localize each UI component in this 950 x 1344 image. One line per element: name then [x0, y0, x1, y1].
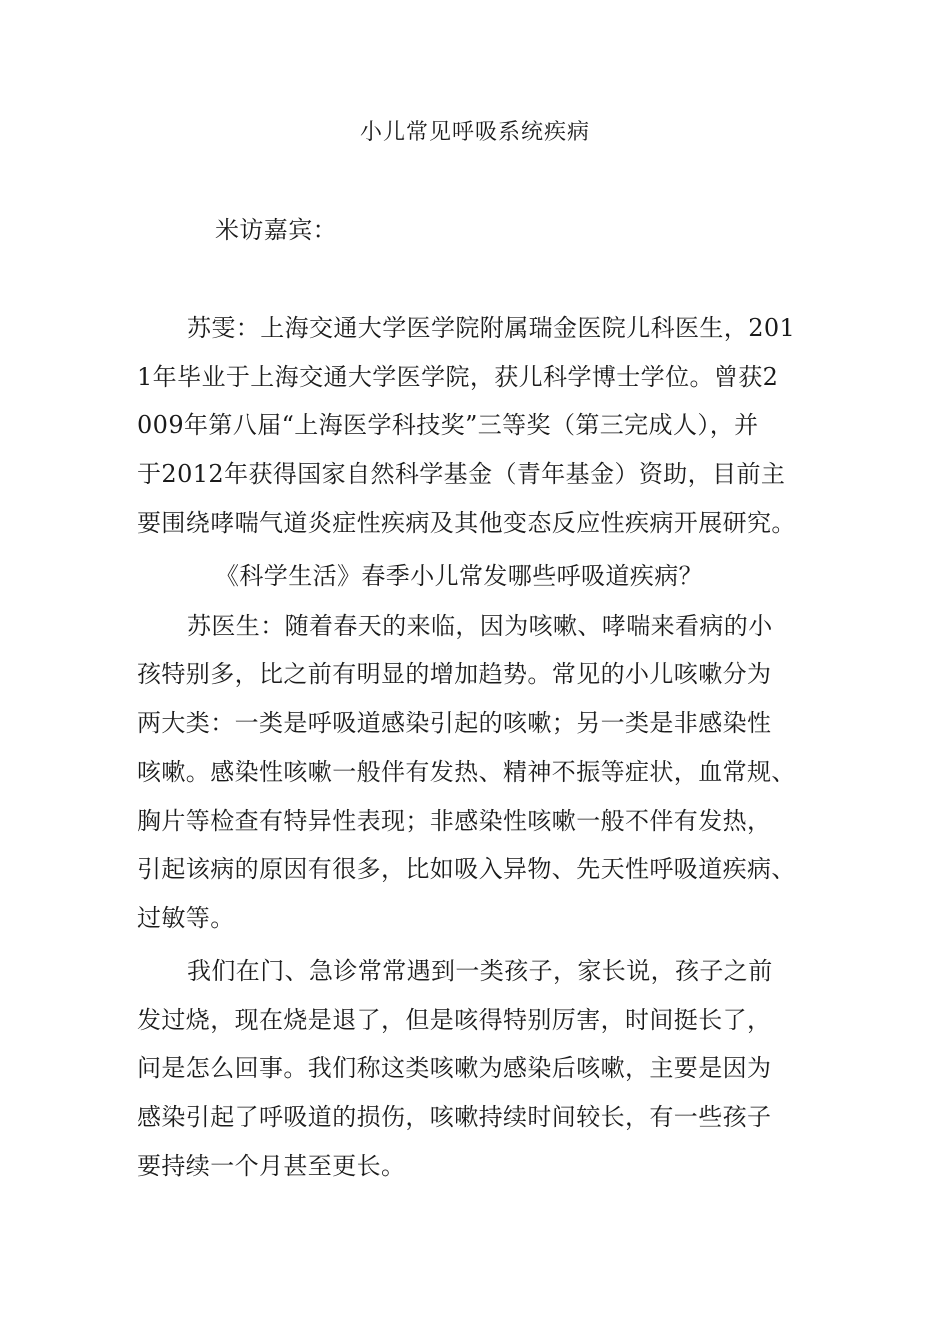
answer-line: 胸片等检查有特异性表现；非感染性咳嗽一般不伴有发热，: [137, 807, 772, 835]
answer-line: 要持续一个月甚至更长。: [137, 1152, 406, 1180]
answer-line: 问是怎么回事。我们称这类咳嗽为感染后咳嗽，主要是因为: [137, 1054, 772, 1082]
answer-line: 苏医生：随着春天的来临，因为咳嗽、哮喘来看病的小: [187, 612, 773, 640]
interview-question: 《科学生活》春季小儿常发哪些呼吸道疾病？: [215, 562, 703, 590]
bio-line: 苏雯：上海交通大学医学院附属瑞金医院儿科医生，201: [187, 314, 796, 342]
bio-line: 于2012年获得国家自然科学基金（青年基金）资助，目前主: [137, 460, 786, 488]
answer-line: 感染引起了呼吸道的损伤，咳嗽持续时间较长，有一些孩子: [137, 1103, 772, 1131]
answer-line: 孩特别多，比之前有明显的增加趋势。常见的小儿咳嗽分为: [137, 660, 772, 688]
answer-line: 两大类：一类是呼吸道感染引起的咳嗽；另一类是非感染性: [137, 709, 772, 737]
answer-line: 我们在门、急诊常常遇到一类孩子，家长说，孩子之前: [187, 957, 773, 985]
bio-line: 1年毕业于上海交通大学医学院，获儿科学博士学位。曾获2: [137, 363, 779, 391]
answer-line: 引起该病的原因有很多，比如吸入异物、先天性呼吸道疾病、: [137, 855, 796, 883]
document-title: 小儿常见呼吸系统疾病: [359, 120, 590, 145]
guest-label: 米访嘉宾：: [215, 216, 337, 244]
answer-line: 发过烧，现在烧是退了，但是咳得特别厉害，时间挺长了，: [137, 1006, 772, 1034]
answer-line: 咳嗽。感染性咳嗽一般伴有发热、精神不振等症状，血常规、: [137, 758, 796, 786]
bio-line: 要围绕哮喘气道炎症性疾病及其他变态反应性疾病开展研究。: [137, 509, 796, 537]
answer-line: 过敏等。: [137, 904, 235, 932]
bio-line: 009年第八届“上海医学科技奖”三等奖（第三完成人），并: [137, 411, 759, 439]
